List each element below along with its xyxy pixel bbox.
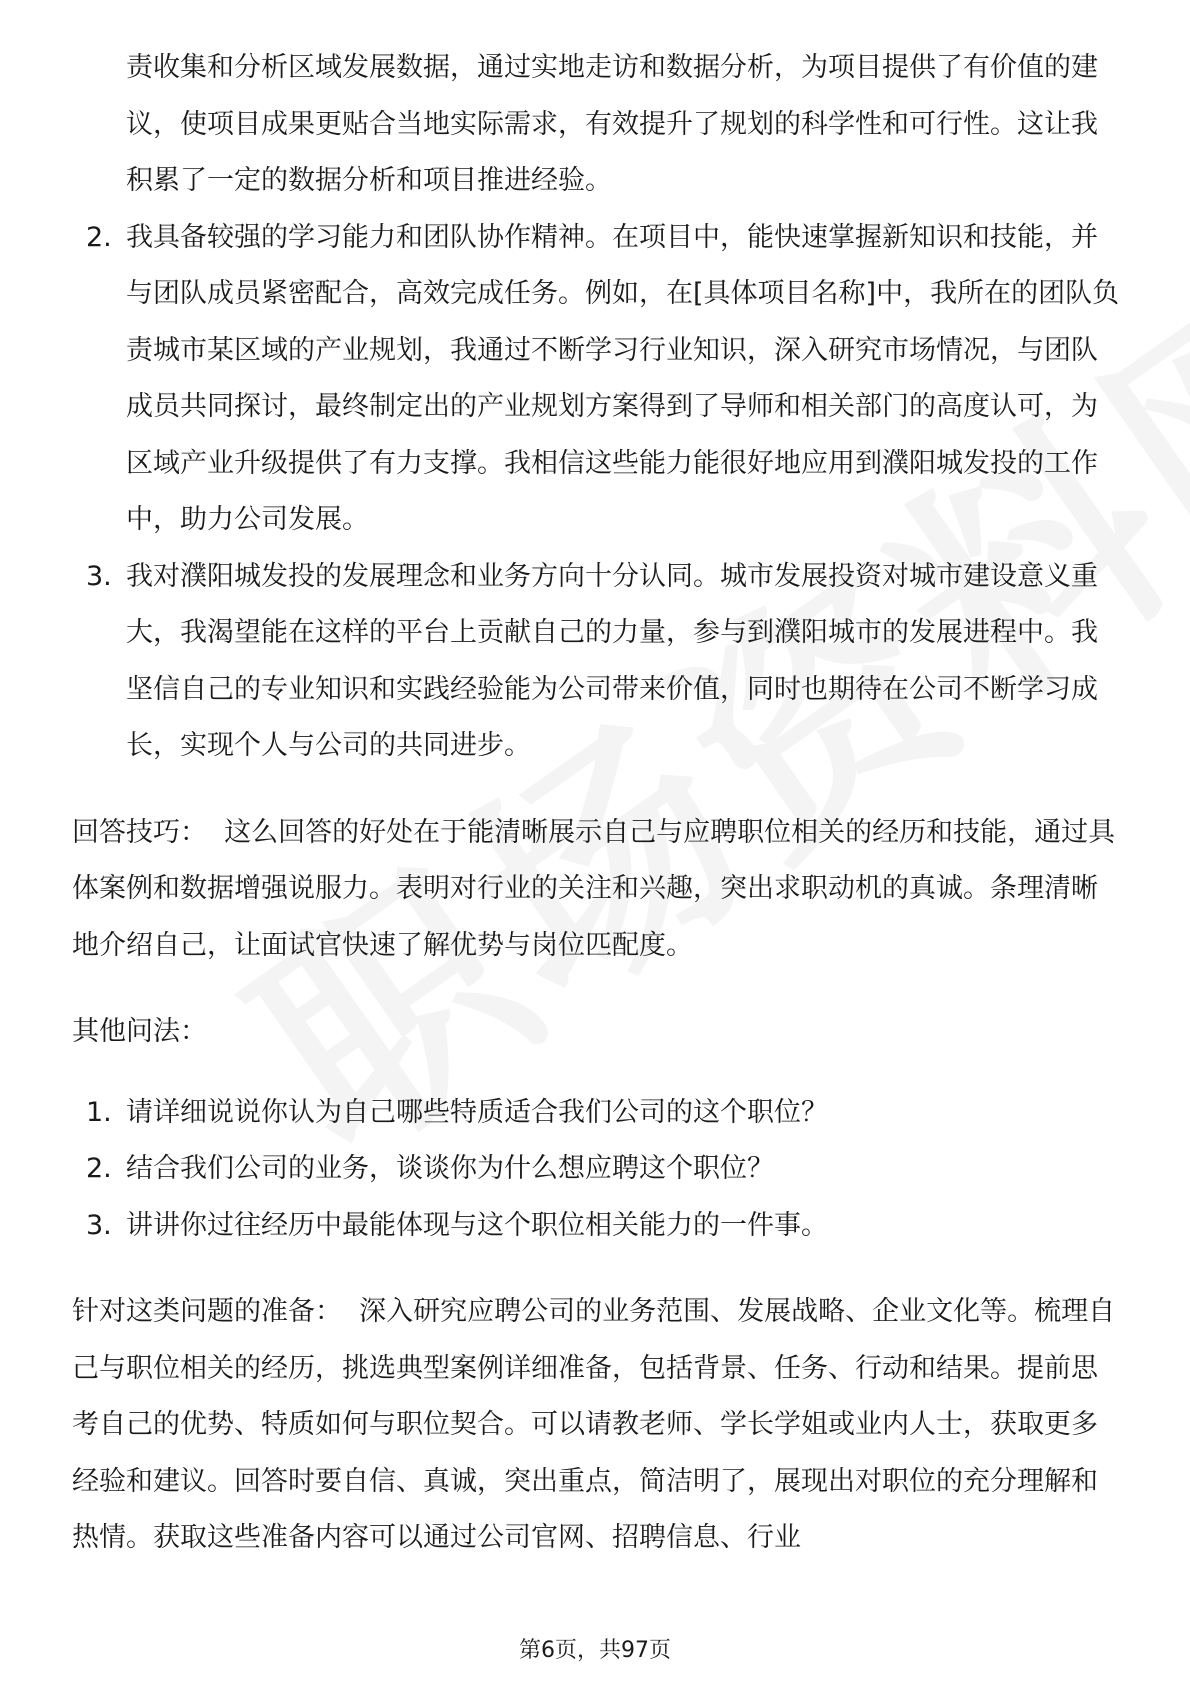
answer-point-text: 我对濮阳城发投的发展理念和业务方向十分认同。城市发展投资对城市建设意义重大，我渴望能在这样的平台上贡献自己的力量，参与到濮阳城市的发展进程中。我坚信自己的专业知识和实践经验能为公司带来价值，同时也期待在公司不断学习成长，实现个人与公司的共同进步。	[126, 560, 1098, 761]
answer-point-text: 责收集和分析区域发展数据，通过实地走访和数据分析，为项目提供了有价值的建议，使项目成果更贴合当地实际需求，有效提升了规划的科学性和可行性。这让我积累了一定的数据分析和项目推进经验。	[126, 52, 1098, 196]
list-number: 2.	[86, 221, 112, 253]
answer-point-3	[72, 549, 1122, 775]
answer-tips-paragraph	[72, 805, 1122, 975]
answer-point-continuation	[72, 40, 1122, 210]
list-number: 3.	[86, 560, 112, 592]
preparation-paragraph	[72, 1284, 1122, 1567]
other-question-text: 请详细说说你认为自己哪些特质适合我们公司的这个职位？	[126, 1096, 828, 1128]
other-question-text: 结合我们公司的业务，谈谈你为什么想应聘这个职位？	[126, 1153, 774, 1184]
other-question-item	[72, 1198, 1122, 1255]
other-questions-list	[72, 1085, 1122, 1255]
answer-tips-label: 回答技巧：	[72, 816, 207, 848]
other-question-item	[72, 1085, 1122, 1142]
answer-points-list	[72, 40, 1122, 775]
answer-point-text: 我具备较强的学习能力和团队协作精神。在项目中，能快速掌握新知识和技能，并与团队成员紧密配合，高效完成任务。例如，在[具体项目名称]中，我所在的团队负责城市某区域的产业规划，我通过不断学习行业知识，深入研究市场情况，与团队成员共同探讨，最终制定出的产业规划方案得到了导师和相关部门的高度认可，为区域产业升级提供了有力支撑。我相信这些能力能很好地应用到濮阳城发投的工作中，助力公司发展。	[126, 221, 1120, 535]
list-number: 2.	[86, 1153, 112, 1184]
list-number: 3.	[86, 1209, 112, 1241]
list-number: 1.	[86, 1096, 112, 1128]
answer-tips-text: 这么回答的好处在于能清晰展示自己与应聘职位相关的经历和技能，通过具体案例和数据增强说服力。表明对行业的关注和兴趣，突出求职动机的真诚。条理清晰地介绍自己，让面试官快速了解优势与岗位匹配度。	[72, 816, 1116, 961]
answer-point-2	[72, 210, 1122, 549]
page-content	[72, 40, 1122, 1567]
preparation-label: 针对这类问题的准备：	[72, 1296, 342, 1327]
preparation-text: 深入研究应聘公司的业务范围、发展战略、企业文化等。梳理自己与职位相关的经历，挑选典型案例详细准备，包括背景、任务、行动和结果。提前思考自己的优势、特质如何与职位契合。可以请教老师、学长学姐或业内人士，获取更多经验和建议。回答时要自信、真诚，突出重点，简洁明了，展现出对职位的充分理解和热情。获取这些准备内容可以通过公司官网、招聘信息、行业	[72, 1296, 1116, 1553]
other-questions-heading: 其他问法：	[72, 1016, 207, 1047]
page-number-footer: 第6页，共97页	[519, 1638, 671, 1663]
other-question-text: 讲讲你过往经历中最能体现与这个职位相关能力的一件事。	[126, 1209, 828, 1241]
other-question-item	[72, 1141, 1122, 1198]
